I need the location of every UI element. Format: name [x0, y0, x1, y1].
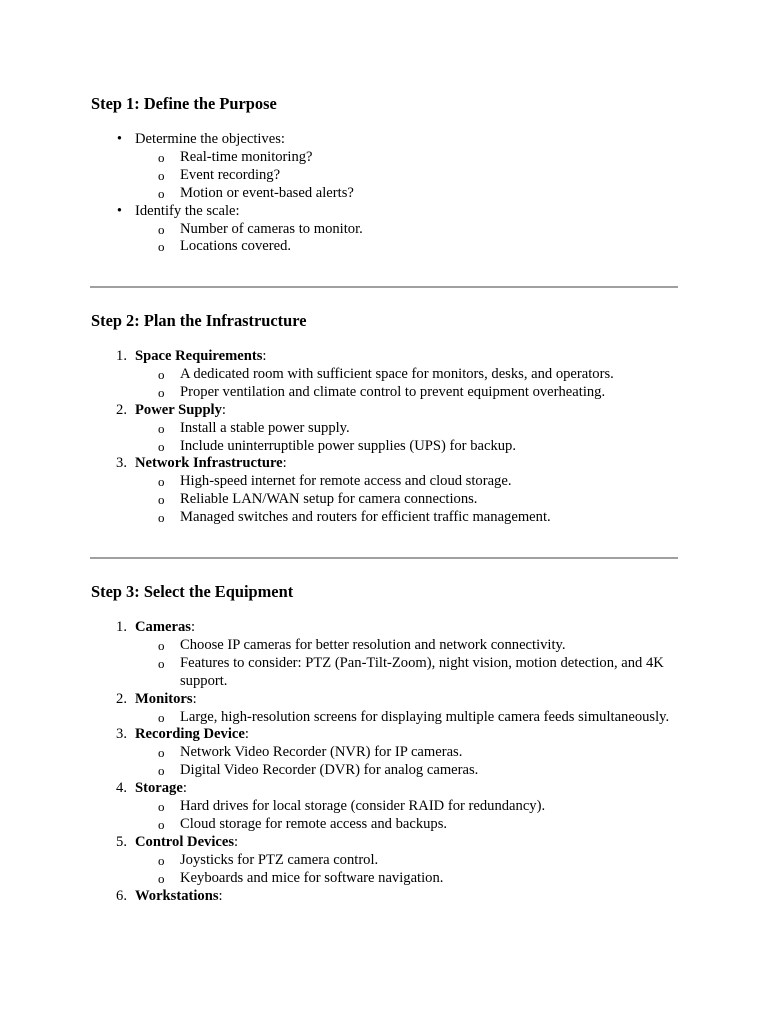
item-label: Recording Device [135, 726, 245, 743]
sub-list-item: o Choose IP cameras for better resolution and network connectivity. [158, 636, 566, 653]
sub-bullet-marker: o [158, 167, 165, 183]
item-label: Space Requirements [135, 348, 263, 364]
step2-heading: Step 2: Plan the Infrastructure [91, 311, 307, 330]
number-marker: 4. [116, 780, 127, 797]
list-item: 6. Workstations: [91, 888, 691, 906]
item-label: Control Devices [135, 833, 235, 850]
list-item [91, 203, 691, 257]
sub-bullet-marker: o [158, 745, 165, 761]
number-marker: 3. [116, 455, 127, 472]
section-divider [90, 557, 678, 559]
sub-bullet-marker: o [158, 239, 165, 255]
list-item: 1. Cameras: o Choose IP cameras for better resolution and network connectivity. o Features to consider: PTZ (Pan-Tilt-Zoom), night vision, motion detection, and 4K support. [91, 619, 691, 691]
sub-bullet-marker: o [158, 492, 165, 508]
sub-bullet-marker: o [158, 799, 165, 815]
sub-list [135, 709, 691, 727]
sub-list [135, 149, 691, 203]
sub-bullet-marker: o [158, 870, 165, 886]
sub-list-item: o Hard drives for local storage (consider RAID for redundancy). [158, 798, 546, 815]
sub-bullet-marker: o [158, 709, 165, 725]
sub-list [135, 420, 691, 456]
sub-list-item: o Include uninterruptible power supplies (UPS) for backup. [158, 437, 516, 454]
sub-list-item: o Proper ventilation and climate control to prevent equipment overheating. [158, 383, 606, 400]
sub-bullet-marker: o [158, 420, 165, 436]
sub-list-item: o Event recording? [158, 166, 281, 183]
sub-list [135, 366, 691, 402]
sub-bullet-marker: o [158, 185, 165, 201]
sub-list-item: o Install a stable power supply. [158, 419, 350, 436]
sub-bullet-marker: o [158, 816, 165, 832]
step1-section [91, 94, 691, 256]
sub-bullet-marker: o [158, 221, 165, 237]
sub-bullet-marker: o [158, 438, 165, 454]
sub-list-item: o Large, high-resolution screens for displaying multiple camera feeds simultaneously. [158, 708, 670, 725]
list-item: 3. Recording Device: o Network Video Recorder (NVR) for IP cameras. o Digital Video Recorder (DVR) for analog cameras. [91, 726, 691, 780]
sub-bullet-marker: o [158, 510, 165, 526]
sub-list-item: o Reliable LAN/WAN setup for camera connections. [158, 491, 478, 508]
sub-list-item: o Digital Video Recorder (DVR) for analog cameras. [158, 762, 479, 779]
item-label: Identify the scale: [135, 202, 240, 219]
item-label: Power Supply [135, 401, 222, 418]
sub-list-item: o Locations covered. [158, 238, 292, 255]
item-label: Monitors [135, 690, 193, 707]
sub-list [135, 744, 691, 780]
item-label: Workstations [135, 887, 219, 904]
sub-list-item: o High-speed internet for remote access and cloud storage. [158, 473, 512, 490]
sub-list [135, 637, 691, 691]
sub-list-item: o Features to consider: PTZ (Pan-Tilt-Zoom), night vision, motion detection, and 4K support. [158, 654, 664, 689]
list-item: 4. Storage: o Hard drives for local storage (consider RAID for redundancy). o Cloud storage for remote access and backups. [91, 780, 691, 834]
step1-heading: Step 1: Define the Purpose [91, 94, 277, 113]
sub-bullet-marker: o [158, 852, 165, 868]
sub-bullet-marker: o [158, 763, 165, 779]
list-item: 2. Power Supply: o Install a stable power supply. o Include uninterruptible power supplies (UPS) for backup. [91, 402, 691, 456]
bullet-marker: • [116, 131, 122, 147]
step3-section [91, 582, 691, 906]
number-marker: 1. [116, 348, 127, 364]
step3-heading: Step 3: Select the Equipment [91, 582, 294, 601]
number-marker: 5. [116, 833, 127, 850]
step2-list [91, 348, 691, 527]
sub-list [135, 473, 691, 527]
sub-list-item: o Real-time monitoring? [158, 148, 313, 165]
number-marker: 3. [116, 726, 127, 743]
item-label: Determine the objectives: [135, 131, 285, 147]
number-marker: 2. [116, 401, 127, 418]
bullet-marker: • [116, 202, 122, 219]
number-marker: 1. [116, 619, 127, 635]
sub-list-item: o Motion or event-based alerts? [158, 184, 354, 201]
sub-list [135, 852, 691, 888]
sub-list-item: o Network Video Recorder (NVR) for IP cameras. [158, 744, 463, 761]
sub-list-item: o Cloud storage for remote access and backups. [158, 815, 448, 832]
list-item: 2. Monitors: o Large, high-resolution screens for displaying multiple camera feeds simultaneously. [91, 691, 691, 727]
sub-bullet-marker: o [158, 366, 165, 382]
sub-bullet-marker: o [158, 474, 165, 490]
sub-list-item: o Number of cameras to monitor. [158, 220, 363, 237]
sub-list [135, 798, 691, 834]
sub-list-item: o A dedicated room with sufficient space for monitors, desks, and operators. [158, 365, 614, 382]
sub-bullet-marker: o [158, 384, 165, 400]
step3-list [91, 619, 691, 906]
list-item: 3. Network Infrastructure: o High-speed internet for remote access and cloud storage. o Reliable LAN/WAN setup for camera connections. o Managed switches and routers for efficient traffic management. [91, 455, 691, 527]
sub-list-item: o Keyboards and mice for software navigation. [158, 869, 444, 886]
sub-list [135, 221, 691, 257]
item-label: Cameras [135, 619, 191, 635]
sub-bullet-marker: o [158, 655, 165, 671]
item-label: Storage [135, 780, 183, 797]
list-item: 1. Space Requirements: o A dedicated room with sufficient space for monitors, desks, and operators. o Proper ventilation and climate control to prevent equipment overheating. [91, 348, 691, 402]
item-label: Network Infrastructure [135, 455, 283, 472]
sub-bullet-marker: o [158, 637, 165, 653]
number-marker: 2. [116, 690, 127, 707]
step1-list [91, 131, 691, 256]
list-item [91, 131, 691, 203]
sub-list-item: o Joysticks for PTZ camera control. [158, 851, 379, 868]
step2-section [91, 311, 691, 527]
list-item: 5. Control Devices: o Joysticks for PTZ camera control. o Keyboards and mice for software navigation. [91, 834, 691, 888]
sub-list-item: o Managed switches and routers for efficient traffic management. [158, 509, 551, 526]
sub-bullet-marker: o [158, 149, 165, 165]
number-marker: 6. [116, 887, 127, 904]
section-divider [90, 286, 678, 288]
